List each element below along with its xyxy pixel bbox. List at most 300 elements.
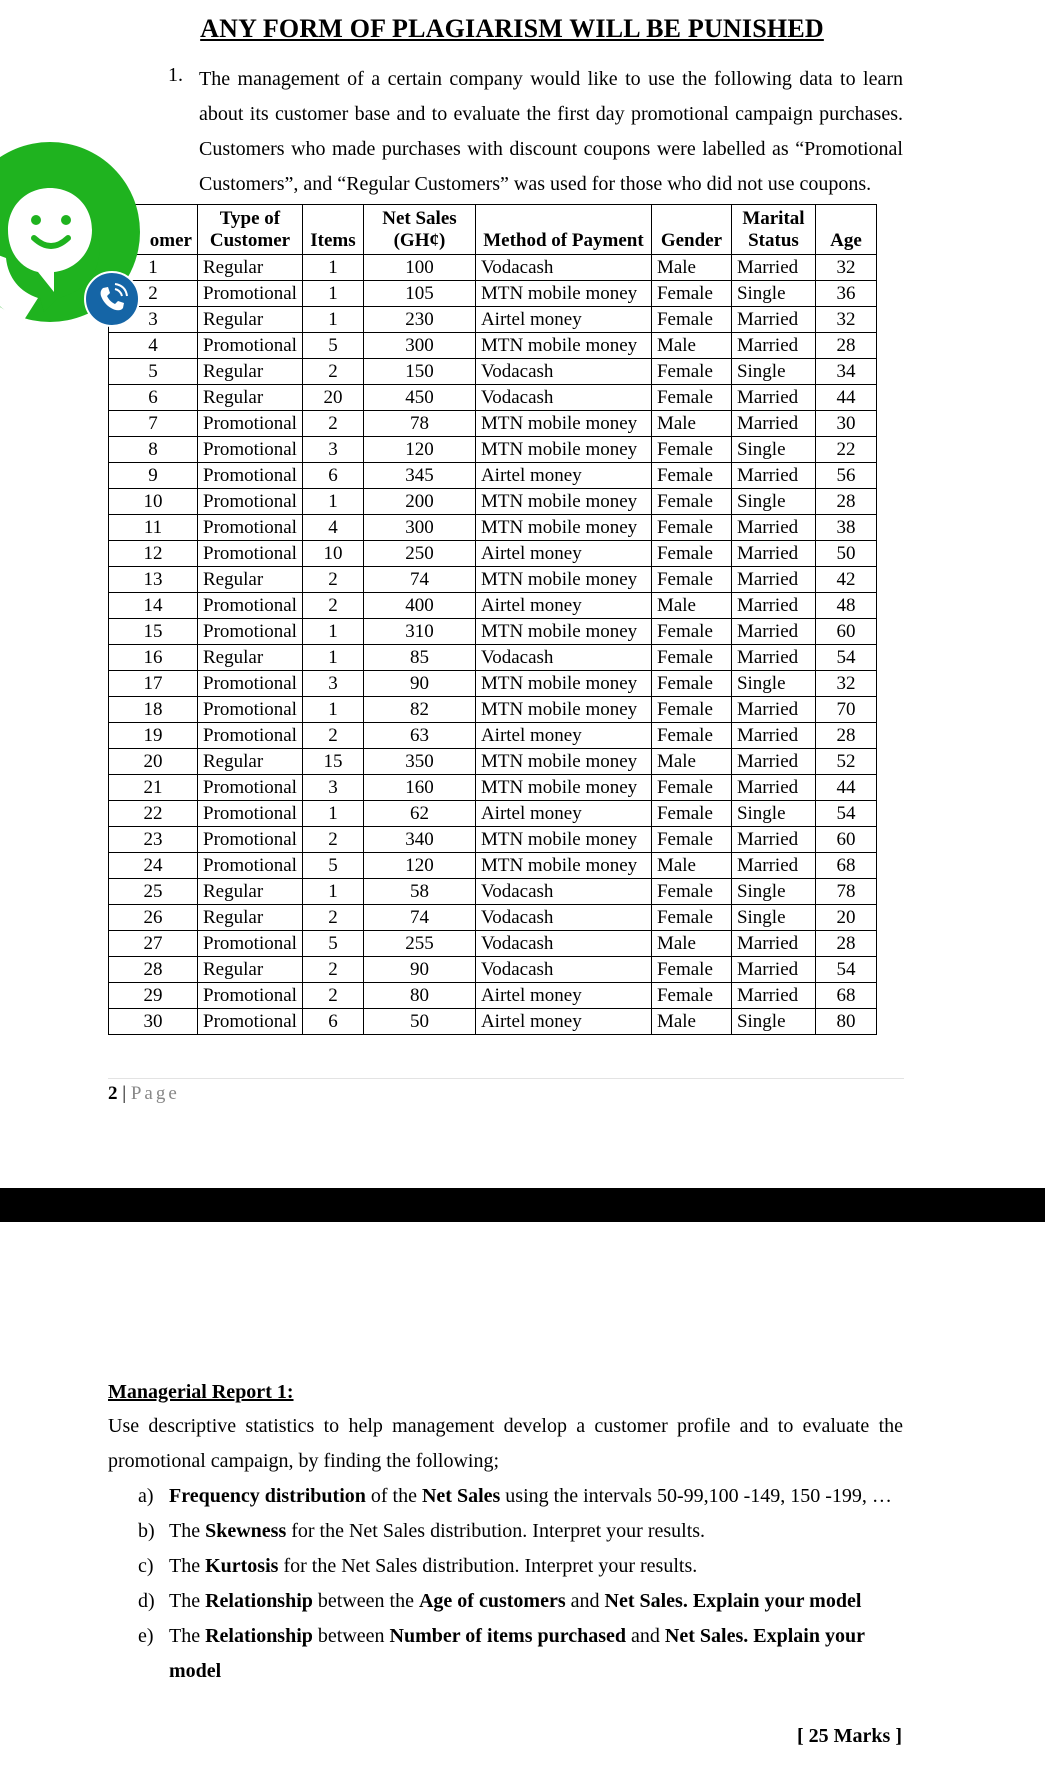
cell-marital: Married (731, 957, 815, 983)
cell-customer: 7 (109, 411, 198, 437)
cell-net-sales: 74 (363, 905, 475, 931)
table-row (109, 827, 877, 853)
cell-customer: 23 (109, 827, 198, 853)
task-emphasis: Age of customers (418, 1590, 566, 1612)
cell-items: 2 (302, 827, 363, 853)
cell-marital: Married (731, 411, 815, 437)
cell-customer: 28 (109, 957, 198, 983)
cell-items: 2 (302, 905, 363, 931)
cell-type: Promotional (198, 541, 303, 567)
cell-net-sales: 50 (363, 1009, 475, 1035)
cell-age: 20 (815, 905, 876, 931)
cell-net-sales: 300 (363, 333, 475, 359)
cell-type: Promotional (198, 1009, 303, 1035)
table-row (109, 489, 877, 515)
cell-gender: Female (651, 515, 731, 541)
cell-marital: Married (731, 385, 815, 411)
cell-customer: 6 (109, 385, 198, 411)
cell-type: Promotional (198, 515, 303, 541)
cell-payment: Vodacash (475, 879, 651, 905)
cell-marital: Married (731, 697, 815, 723)
table-row (109, 957, 877, 983)
task-text: The (169, 1590, 206, 1612)
cell-age: 60 (815, 619, 876, 645)
cell-age: 68 (815, 983, 876, 1009)
cell-marital: Married (731, 463, 815, 489)
report-task-item (138, 1514, 904, 1549)
task-emphasis: Relationship (205, 1590, 313, 1612)
cell-payment: Vodacash (475, 957, 651, 983)
cell-type: Promotional (198, 931, 303, 957)
task-label: a) (138, 1485, 154, 1507)
cell-items: 1 (302, 255, 363, 281)
cell-payment: Vodacash (475, 645, 651, 671)
cell-net-sales: 80 (363, 983, 475, 1009)
cell-age: 70 (815, 697, 876, 723)
cell-gender: Male (651, 411, 731, 437)
cell-customer: 16 (109, 645, 198, 671)
cell-items: 4 (302, 515, 363, 541)
cell-type: Regular (198, 567, 303, 593)
cell-age: 68 (815, 853, 876, 879)
cell-customer: 29 (109, 983, 198, 1009)
cell-payment: MTN mobile money (475, 671, 651, 697)
cell-customer: 30 (109, 1009, 198, 1035)
cell-type: Regular (198, 905, 303, 931)
report-task-item (138, 1479, 904, 1514)
table-row (109, 645, 877, 671)
cell-age: 32 (815, 671, 876, 697)
cell-type: Regular (198, 879, 303, 905)
cell-gender: Male (651, 593, 731, 619)
header-age: Age (815, 205, 876, 255)
cell-net-sales: 200 (363, 489, 475, 515)
table-row (109, 255, 877, 281)
cell-gender: Female (651, 723, 731, 749)
cell-age: 54 (815, 645, 876, 671)
cell-items: 2 (302, 567, 363, 593)
cell-type: Promotional (198, 983, 303, 1009)
table-row (109, 619, 877, 645)
cell-net-sales: 340 (363, 827, 475, 853)
task-label: d) (138, 1590, 155, 1612)
task-text: for the Net Sales distribution. Interpret your results. (286, 1520, 706, 1542)
cell-gender: Female (651, 671, 731, 697)
cell-net-sales: 350 (363, 749, 475, 775)
task-emphasis: Net Sales (421, 1485, 501, 1507)
cell-net-sales: 85 (363, 645, 475, 671)
table-row (109, 593, 877, 619)
cell-marital: Single (731, 1009, 815, 1035)
page-footer: 2 | Page (108, 1083, 180, 1104)
cell-gender: Female (651, 281, 731, 307)
report-title: Managerial Report 1: (108, 1381, 294, 1403)
cell-type: Promotional (198, 853, 303, 879)
cell-marital: Single (731, 905, 815, 931)
task-emphasis: Frequency distribution (169, 1485, 366, 1507)
table-row (109, 541, 877, 567)
table-row (109, 801, 877, 827)
cell-payment: MTN mobile money (475, 775, 651, 801)
cell-items: 2 (302, 359, 363, 385)
cell-net-sales: 255 (363, 931, 475, 957)
cell-gender: Male (651, 255, 731, 281)
table-row (109, 749, 877, 775)
cell-marital: Married (731, 515, 815, 541)
cell-net-sales: 74 (363, 567, 475, 593)
cell-customer: 12 (109, 541, 198, 567)
cell-customer: 27 (109, 931, 198, 957)
cell-net-sales: 310 (363, 619, 475, 645)
cell-marital: Married (731, 593, 815, 619)
cell-payment: MTN mobile money (475, 411, 651, 437)
table-row (109, 281, 877, 307)
cell-payment: MTN mobile money (475, 515, 651, 541)
cell-age: 28 (815, 931, 876, 957)
cell-payment: MTN mobile money (475, 333, 651, 359)
cell-age: 78 (815, 879, 876, 905)
cell-net-sales: 150 (363, 359, 475, 385)
task-emphasis: Kurtosis (205, 1555, 279, 1577)
table-row (109, 567, 877, 593)
cell-type: Promotional (198, 697, 303, 723)
header-customer: omer (109, 205, 198, 255)
table-row (109, 879, 877, 905)
cell-items: 1 (302, 281, 363, 307)
cell-type: Promotional (198, 801, 303, 827)
cell-net-sales: 120 (363, 853, 475, 879)
cell-marital: Single (731, 359, 815, 385)
cell-net-sales: 58 (363, 879, 475, 905)
table-row (109, 359, 877, 385)
cell-age: 28 (815, 723, 876, 749)
cell-payment: MTN mobile money (475, 567, 651, 593)
cell-type: Promotional (198, 723, 303, 749)
cell-customer: 11 (109, 515, 198, 541)
task-text: The (169, 1625, 206, 1647)
cell-type: Promotional (198, 489, 303, 515)
cell-type: Regular (198, 749, 303, 775)
cell-age: 44 (815, 775, 876, 801)
cell-items: 3 (302, 775, 363, 801)
cell-gender: Male (651, 931, 731, 957)
cell-marital: Single (731, 281, 815, 307)
cell-net-sales: 345 (363, 463, 475, 489)
page-title: ANY FORM OF PLAGIARISM WILL BE PUNISHED (200, 14, 824, 43)
cell-items: 3 (302, 437, 363, 463)
cell-age: 60 (815, 827, 876, 853)
cell-payment: Vodacash (475, 931, 651, 957)
cell-payment: MTN mobile money (475, 489, 651, 515)
cell-gender: Female (651, 619, 731, 645)
cell-net-sales: 78 (363, 411, 475, 437)
cell-marital: Married (731, 619, 815, 645)
cell-net-sales: 230 (363, 307, 475, 333)
cell-age: 44 (815, 385, 876, 411)
cell-customer: 26 (109, 905, 198, 931)
table-row (109, 671, 877, 697)
task-text: and (565, 1590, 605, 1612)
cell-gender: Female (651, 437, 731, 463)
cell-net-sales: 100 (363, 255, 475, 281)
cell-age: 80 (815, 1009, 876, 1035)
cell-marital: Married (731, 749, 815, 775)
cell-gender: Female (651, 879, 731, 905)
cell-items: 2 (302, 957, 363, 983)
cell-type: Promotional (198, 463, 303, 489)
cell-net-sales: 400 (363, 593, 475, 619)
cell-type: Promotional (198, 775, 303, 801)
table-row (109, 853, 877, 879)
cell-items: 2 (302, 983, 363, 1009)
task-emphasis: Number of items purchased (389, 1625, 627, 1647)
cell-items: 6 (302, 1009, 363, 1035)
cell-items: 1 (302, 307, 363, 333)
task-label: c) (138, 1555, 154, 1577)
cell-type: Promotional (198, 333, 303, 359)
task-text: for the Net Sales distribution. Interpret your results. (278, 1555, 698, 1577)
cell-gender: Female (651, 827, 731, 853)
cell-gender: Female (651, 645, 731, 671)
cell-gender: Female (651, 567, 731, 593)
table-row (109, 437, 877, 463)
report-task-item (138, 1549, 904, 1584)
cell-gender: Male (651, 853, 731, 879)
customer-data-table (108, 204, 877, 1035)
cell-items: 2 (302, 723, 363, 749)
header-payment: Method of Payment (475, 205, 651, 255)
task-emphasis: Skewness (205, 1520, 287, 1542)
cell-items: 5 (302, 853, 363, 879)
cell-items: 1 (302, 645, 363, 671)
task-label: b) (138, 1520, 155, 1542)
cell-marital: Single (731, 489, 815, 515)
task-text: The (169, 1520, 206, 1542)
cell-items: 2 (302, 593, 363, 619)
cell-marital: Married (731, 827, 815, 853)
cell-items: 6 (302, 463, 363, 489)
cell-net-sales: 90 (363, 957, 475, 983)
cell-type: Promotional (198, 593, 303, 619)
table-row (109, 775, 877, 801)
table-row (109, 983, 877, 1009)
cell-payment: Airtel money (475, 983, 651, 1009)
cell-gender: Female (651, 905, 731, 931)
cell-items: 3 (302, 671, 363, 697)
cell-items: 20 (302, 385, 363, 411)
cell-gender: Female (651, 775, 731, 801)
cell-gender: Female (651, 463, 731, 489)
cell-net-sales: 120 (363, 437, 475, 463)
cell-marital: Married (731, 307, 815, 333)
cell-net-sales: 62 (363, 801, 475, 827)
cell-payment: MTN mobile money (475, 827, 651, 853)
cell-payment: Airtel money (475, 463, 651, 489)
header-gender: Gender (651, 205, 731, 255)
cell-net-sales: 63 (363, 723, 475, 749)
table-row (109, 411, 877, 437)
cell-age: 36 (815, 281, 876, 307)
task-text: The (169, 1555, 206, 1577)
cell-gender: Male (651, 749, 731, 775)
cell-age: 38 (815, 515, 876, 541)
table-row (109, 931, 877, 957)
cell-gender: Male (651, 333, 731, 359)
header-items: Items (302, 205, 363, 255)
task-text: between the (312, 1590, 419, 1612)
cell-customer: 18 (109, 697, 198, 723)
cell-payment: Airtel money (475, 307, 651, 333)
task-text: between (312, 1625, 390, 1647)
cell-customer: 1 (109, 255, 198, 281)
cell-gender: Female (651, 489, 731, 515)
cell-payment: Airtel money (475, 723, 651, 749)
cell-payment: Vodacash (475, 255, 651, 281)
cell-gender: Female (651, 957, 731, 983)
table-row (109, 463, 877, 489)
cell-customer: 24 (109, 853, 198, 879)
cell-marital: Single (731, 879, 815, 905)
cell-customer: 10 (109, 489, 198, 515)
cell-items: 2 (302, 411, 363, 437)
cell-payment: Vodacash (475, 905, 651, 931)
cell-age: 52 (815, 749, 876, 775)
cell-type: Promotional (198, 281, 303, 307)
cell-age: 34 (815, 359, 876, 385)
cell-type: Promotional (198, 619, 303, 645)
cell-customer: 19 (109, 723, 198, 749)
table-row (109, 905, 877, 931)
cell-marital: Single (731, 671, 815, 697)
cell-age: 32 (815, 255, 876, 281)
cell-type: Regular (198, 385, 303, 411)
cell-marital: Married (731, 931, 815, 957)
question-text: The management of a certain company would like to use the following data to learn about its customer base and to evaluate the first day promotional campaign purchases. Customers who made purchases with discount coupons were labelled as “Promotional Customers”, and “Regular Customers” was used for those who did not use coupons. (199, 68, 903, 195)
cell-customer: 13 (109, 567, 198, 593)
cell-customer: 8 (109, 437, 198, 463)
cell-type: Promotional (198, 437, 303, 463)
cell-type: Regular (198, 307, 303, 333)
header-net-sales: Net Sales (GH¢) (363, 205, 475, 255)
task-label: e) (138, 1625, 154, 1647)
cell-net-sales: 82 (363, 697, 475, 723)
cell-customer: 3 (109, 307, 198, 333)
marks-label: [ 25 Marks ] (797, 1725, 902, 1747)
task-emphasis: Net Sales. Explain your model (169, 1625, 865, 1682)
cell-marital: Single (731, 801, 815, 827)
cell-marital: Married (731, 645, 815, 671)
cell-payment: Vodacash (475, 385, 651, 411)
table-row (109, 697, 877, 723)
footer-divider (108, 1078, 904, 1079)
cell-customer: 21 (109, 775, 198, 801)
cell-marital: Married (731, 541, 815, 567)
cell-items: 1 (302, 879, 363, 905)
cell-gender: Female (651, 307, 731, 333)
cell-net-sales: 160 (363, 775, 475, 801)
cell-customer: 15 (109, 619, 198, 645)
phone-call-icon[interactable] (84, 271, 140, 327)
cell-customer: 17 (109, 671, 198, 697)
cell-gender: Female (651, 697, 731, 723)
cell-age: 54 (815, 801, 876, 827)
cell-payment: Airtel money (475, 1009, 651, 1035)
cell-net-sales: 90 (363, 671, 475, 697)
cell-customer: 2 (109, 281, 198, 307)
header-type: Type of Customer (198, 205, 303, 255)
cell-age: 50 (815, 541, 876, 567)
cell-marital: Married (731, 255, 815, 281)
cell-age: 30 (815, 411, 876, 437)
page-separator-band (0, 1188, 1045, 1222)
question-number: 1. (168, 64, 183, 86)
cell-payment: Airtel money (475, 541, 651, 567)
cell-items: 1 (302, 619, 363, 645)
cell-age: 48 (815, 593, 876, 619)
table-row (109, 723, 877, 749)
cell-customer: 9 (109, 463, 198, 489)
task-emphasis: Relationship (205, 1625, 313, 1647)
cell-items: 15 (302, 749, 363, 775)
cell-gender: Female (651, 983, 731, 1009)
cell-age: 56 (815, 463, 876, 489)
cell-age: 42 (815, 567, 876, 593)
cell-type: Promotional (198, 411, 303, 437)
cell-customer: 5 (109, 359, 198, 385)
cell-payment: Airtel money (475, 801, 651, 827)
table-row (109, 385, 877, 411)
cell-items: 1 (302, 489, 363, 515)
report-task-item (138, 1619, 904, 1689)
viewer-right-margin (1024, 0, 1045, 1779)
table-row (109, 515, 877, 541)
cell-customer: 25 (109, 879, 198, 905)
cell-payment: Vodacash (475, 359, 651, 385)
cell-marital: Married (731, 333, 815, 359)
cell-gender: Male (651, 1009, 731, 1035)
cell-payment: MTN mobile money (475, 437, 651, 463)
task-text: and (626, 1625, 665, 1647)
cell-marital: Married (731, 723, 815, 749)
cell-items: 5 (302, 333, 363, 359)
header-marital: Marital Status (731, 205, 815, 255)
cell-payment: MTN mobile money (475, 853, 651, 879)
task-text: using the intervals 50-99,100 -149, 150 -199, … (500, 1485, 892, 1507)
cell-gender: Female (651, 801, 731, 827)
cell-type: Promotional (198, 671, 303, 697)
cell-age: 28 (815, 489, 876, 515)
cell-type: Regular (198, 645, 303, 671)
cell-age: 54 (815, 957, 876, 983)
cell-items: 1 (302, 697, 363, 723)
table-row (109, 307, 877, 333)
cell-type: Regular (198, 957, 303, 983)
cell-customer: 20 (109, 749, 198, 775)
report-task-item (138, 1584, 904, 1619)
cell-payment: MTN mobile money (475, 619, 651, 645)
cell-marital: Single (731, 437, 815, 463)
cell-items: 10 (302, 541, 363, 567)
cell-net-sales: 450 (363, 385, 475, 411)
cell-customer: 14 (109, 593, 198, 619)
cell-gender: Female (651, 541, 731, 567)
cell-net-sales: 250 (363, 541, 475, 567)
cell-marital: Married (731, 567, 815, 593)
cell-payment: Airtel money (475, 593, 651, 619)
cell-marital: Married (731, 775, 815, 801)
cell-type: Promotional (198, 827, 303, 853)
cell-age: 28 (815, 333, 876, 359)
